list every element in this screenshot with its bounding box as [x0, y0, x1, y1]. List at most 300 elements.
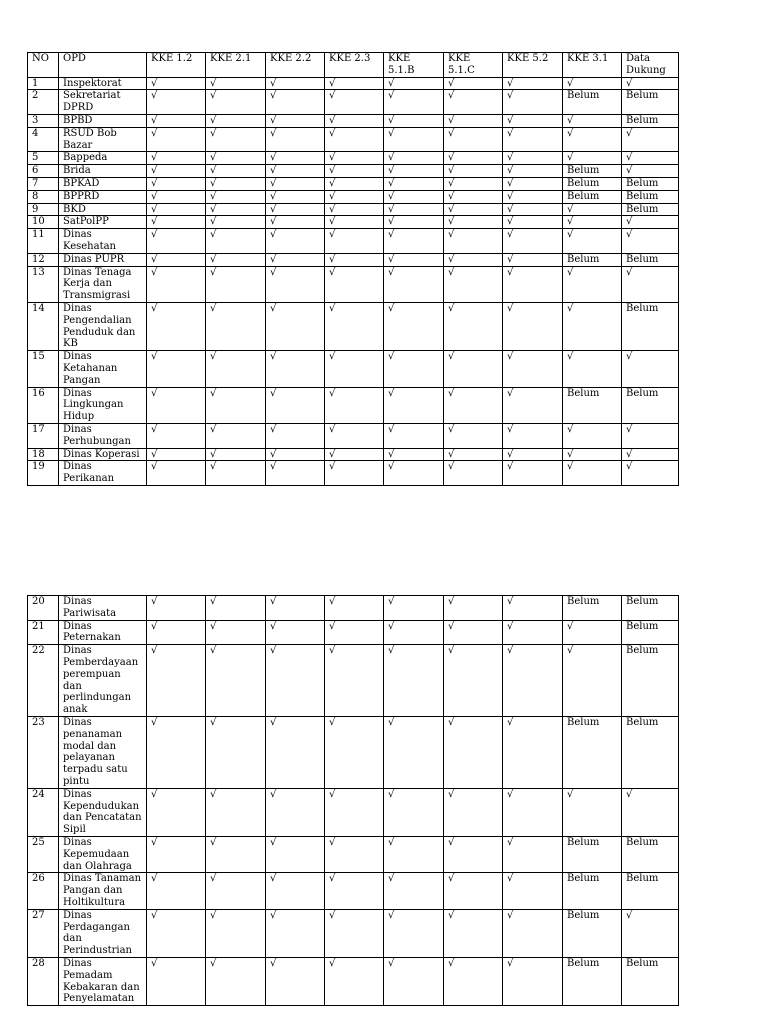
status-cell: Belum [622, 177, 679, 190]
status-cell: Belum [563, 957, 622, 1005]
opd-name-cell: Brida [59, 165, 147, 178]
status-cell: √ [206, 152, 266, 165]
status-cell: √ [206, 423, 266, 448]
status-cell: √ [563, 203, 622, 216]
status-cell: √ [206, 351, 266, 387]
status-cell: √ [503, 190, 563, 203]
status-cell: √ [384, 302, 444, 350]
status-cell: √ [622, 788, 679, 836]
row-number-cell: 16 [28, 387, 59, 423]
status-cell: √ [266, 90, 325, 115]
table-row [28, 177, 679, 190]
row-number-cell: 3 [28, 114, 59, 127]
status-cell: √ [266, 909, 325, 957]
status-cell: √ [325, 77, 384, 90]
opd-table-part1 [27, 52, 679, 486]
row-number-cell: 26 [28, 873, 59, 909]
status-cell: √ [325, 302, 384, 350]
table-row [28, 716, 679, 788]
status-cell: √ [266, 461, 325, 486]
status-cell: √ [384, 461, 444, 486]
status-cell: √ [503, 77, 563, 90]
table-row [28, 620, 679, 645]
column-header: KKE 5.2 [503, 53, 563, 78]
opd-name-cell: Dinas Kependudukan dan Pencatatan Sipil [59, 788, 147, 836]
status-cell: √ [206, 836, 266, 872]
status-cell: √ [444, 909, 503, 957]
status-cell: √ [503, 302, 563, 350]
status-cell: √ [206, 596, 266, 621]
status-cell: √ [266, 836, 325, 872]
table-row [28, 302, 679, 350]
status-cell: √ [206, 127, 266, 152]
status-cell: √ [384, 177, 444, 190]
status-cell: √ [384, 203, 444, 216]
status-cell: √ [266, 114, 325, 127]
status-cell: √ [147, 387, 206, 423]
status-cell: √ [384, 836, 444, 872]
status-cell: √ [384, 190, 444, 203]
status-cell: √ [444, 620, 503, 645]
status-cell: √ [444, 836, 503, 872]
row-number-cell: 4 [28, 127, 59, 152]
status-cell: √ [325, 114, 384, 127]
table-row [28, 203, 679, 216]
row-number-cell: 22 [28, 645, 59, 717]
opd-name-cell: Dinas Perhubungan [59, 423, 147, 448]
status-cell: √ [206, 448, 266, 461]
status-cell: √ [206, 788, 266, 836]
status-cell: √ [563, 152, 622, 165]
row-number-cell: 7 [28, 177, 59, 190]
status-cell: √ [206, 229, 266, 254]
status-cell: √ [503, 351, 563, 387]
status-cell: √ [266, 788, 325, 836]
status-cell: √ [384, 216, 444, 229]
status-cell: √ [563, 216, 622, 229]
column-header: OPD [59, 53, 147, 78]
table-row [28, 77, 679, 90]
status-cell: √ [384, 596, 444, 621]
status-cell: Belum [622, 645, 679, 717]
table-row [28, 152, 679, 165]
opd-name-cell: BPKAD [59, 177, 147, 190]
status-cell: √ [622, 909, 679, 957]
row-number-cell: 13 [28, 266, 59, 302]
opd-name-cell: Dinas Koperasi [59, 448, 147, 461]
table-row [28, 229, 679, 254]
column-header: Data Dukung [622, 53, 679, 78]
opd-name-cell: BPPRD [59, 190, 147, 203]
status-cell: √ [325, 127, 384, 152]
status-cell: Belum [563, 873, 622, 909]
opd-name-cell: Dinas penanaman modal dan pelayanan terpadu satu pintu [59, 716, 147, 788]
status-cell: √ [444, 448, 503, 461]
status-cell: √ [503, 165, 563, 178]
status-cell: √ [384, 90, 444, 115]
status-cell: √ [325, 216, 384, 229]
row-number-cell: 14 [28, 302, 59, 350]
status-cell: √ [325, 387, 384, 423]
opd-name-cell: Dinas Pariwisata [59, 596, 147, 621]
status-cell: √ [503, 596, 563, 621]
status-cell: √ [147, 957, 206, 1005]
status-cell: Belum [622, 114, 679, 127]
table-body [28, 77, 679, 485]
table-row [28, 788, 679, 836]
status-cell: √ [325, 165, 384, 178]
status-cell: √ [206, 387, 266, 423]
column-header: KKE 3.1 [563, 53, 622, 78]
status-cell: √ [444, 957, 503, 1005]
status-cell: √ [266, 448, 325, 461]
status-cell: √ [147, 302, 206, 350]
status-cell: √ [325, 152, 384, 165]
status-cell: √ [266, 152, 325, 165]
status-cell: √ [503, 788, 563, 836]
status-cell: √ [325, 190, 384, 203]
status-cell: √ [384, 448, 444, 461]
status-cell: √ [384, 423, 444, 448]
column-header: KKE 2.3 [325, 53, 384, 78]
status-cell: Belum [622, 253, 679, 266]
table-body [28, 596, 679, 1006]
status-cell: √ [503, 620, 563, 645]
table-row [28, 253, 679, 266]
status-cell: √ [503, 909, 563, 957]
status-cell: √ [266, 253, 325, 266]
status-cell: √ [503, 90, 563, 115]
status-cell: √ [266, 229, 325, 254]
row-number-cell: 20 [28, 596, 59, 621]
opd-name-cell: Sekretariat DPRD [59, 90, 147, 115]
status-cell: √ [384, 387, 444, 423]
status-cell: √ [147, 266, 206, 302]
status-cell: √ [206, 620, 266, 645]
table-row [28, 216, 679, 229]
row-number-cell: 9 [28, 203, 59, 216]
table-row [28, 461, 679, 486]
row-number-cell: 8 [28, 190, 59, 203]
opd-name-cell: Dinas Peternakan [59, 620, 147, 645]
status-cell: √ [206, 645, 266, 717]
table-row [28, 423, 679, 448]
status-cell: √ [563, 127, 622, 152]
table-row [28, 596, 679, 621]
status-cell: √ [384, 266, 444, 302]
status-cell: √ [206, 461, 266, 486]
opd-name-cell: SatPolPP [59, 216, 147, 229]
table-header-row [28, 53, 679, 78]
status-cell: √ [384, 716, 444, 788]
opd-name-cell: Dinas Perdagangan dan Perindustrian [59, 909, 147, 957]
status-cell: √ [325, 461, 384, 486]
status-cell: √ [147, 788, 206, 836]
row-number-cell: 1 [28, 77, 59, 90]
opd-name-cell: Dinas Ketahanan Pangan [59, 351, 147, 387]
status-cell: √ [563, 114, 622, 127]
row-number-cell: 24 [28, 788, 59, 836]
status-cell: √ [325, 645, 384, 717]
status-cell: √ [503, 716, 563, 788]
status-cell: √ [444, 114, 503, 127]
status-cell: √ [563, 302, 622, 350]
status-cell: √ [325, 423, 384, 448]
opd-name-cell: Dinas Kesehatan [59, 229, 147, 254]
status-cell: √ [503, 216, 563, 229]
status-cell: √ [206, 165, 266, 178]
status-cell: √ [147, 229, 206, 254]
status-cell: √ [147, 909, 206, 957]
status-cell: √ [266, 387, 325, 423]
status-cell: √ [266, 351, 325, 387]
status-cell: √ [503, 266, 563, 302]
status-cell: √ [266, 873, 325, 909]
status-cell: √ [325, 873, 384, 909]
status-cell: √ [325, 351, 384, 387]
status-cell: √ [206, 90, 266, 115]
status-cell: Belum [563, 716, 622, 788]
status-cell: √ [622, 448, 679, 461]
opd-name-cell: RSUD Bob Bazar [59, 127, 147, 152]
status-cell: √ [563, 448, 622, 461]
status-cell: √ [384, 873, 444, 909]
status-cell: √ [147, 90, 206, 115]
status-cell: √ [444, 596, 503, 621]
status-cell: √ [266, 596, 325, 621]
row-number-cell: 15 [28, 351, 59, 387]
status-cell: √ [147, 596, 206, 621]
status-cell: √ [622, 152, 679, 165]
status-cell: √ [325, 177, 384, 190]
status-cell: √ [563, 620, 622, 645]
table-row [28, 387, 679, 423]
status-cell: √ [147, 716, 206, 788]
status-cell: √ [266, 177, 325, 190]
status-cell: √ [563, 788, 622, 836]
status-cell: √ [384, 229, 444, 254]
status-cell: Belum [563, 190, 622, 203]
status-cell: √ [325, 716, 384, 788]
table-row [28, 165, 679, 178]
status-cell: √ [147, 114, 206, 127]
status-cell: √ [563, 77, 622, 90]
status-cell: Belum [563, 836, 622, 872]
status-cell: √ [325, 836, 384, 872]
status-cell: √ [444, 165, 503, 178]
opd-name-cell: Dinas Lingkungan Hidup [59, 387, 147, 423]
status-cell: √ [266, 957, 325, 1005]
status-cell: √ [563, 423, 622, 448]
status-cell: √ [384, 620, 444, 645]
status-cell: √ [503, 423, 563, 448]
status-cell: √ [444, 203, 503, 216]
status-cell: √ [444, 229, 503, 254]
status-cell: √ [206, 190, 266, 203]
status-cell: √ [325, 266, 384, 302]
status-cell: √ [147, 423, 206, 448]
status-cell: √ [325, 957, 384, 1005]
status-cell: √ [444, 152, 503, 165]
status-cell: √ [503, 177, 563, 190]
status-cell: √ [266, 302, 325, 350]
status-cell: √ [503, 203, 563, 216]
status-cell: √ [444, 387, 503, 423]
status-cell: √ [622, 461, 679, 486]
status-cell: √ [147, 190, 206, 203]
status-cell: √ [206, 957, 266, 1005]
status-cell: √ [622, 216, 679, 229]
status-cell: √ [147, 836, 206, 872]
status-cell: √ [266, 216, 325, 229]
status-cell: √ [503, 645, 563, 717]
status-cell: √ [444, 716, 503, 788]
status-cell: Belum [563, 165, 622, 178]
status-cell: √ [503, 387, 563, 423]
status-cell: √ [444, 216, 503, 229]
status-cell: √ [503, 114, 563, 127]
status-cell: √ [206, 77, 266, 90]
status-cell: Belum [622, 620, 679, 645]
status-cell: √ [325, 620, 384, 645]
opd-name-cell: Dinas Kepemudaan dan Olahraga [59, 836, 147, 872]
row-number-cell: 25 [28, 836, 59, 872]
status-cell: √ [384, 253, 444, 266]
status-cell: √ [503, 152, 563, 165]
status-cell: √ [147, 873, 206, 909]
opd-name-cell: Inspektorat [59, 77, 147, 90]
table-row [28, 836, 679, 872]
row-number-cell: 2 [28, 90, 59, 115]
status-cell: √ [206, 266, 266, 302]
status-cell: √ [384, 152, 444, 165]
opd-name-cell: Dinas Tenaga Kerja dan Transmigrasi [59, 266, 147, 302]
status-cell: √ [622, 165, 679, 178]
status-cell: √ [622, 351, 679, 387]
table-row [28, 957, 679, 1005]
status-cell: √ [622, 229, 679, 254]
status-cell: Belum [563, 253, 622, 266]
status-cell: √ [384, 788, 444, 836]
status-cell: √ [325, 203, 384, 216]
opd-name-cell: BPBD [59, 114, 147, 127]
status-cell: √ [563, 351, 622, 387]
status-cell: √ [147, 461, 206, 486]
status-cell: √ [384, 127, 444, 152]
row-number-cell: 17 [28, 423, 59, 448]
opd-name-cell: BKD [59, 203, 147, 216]
status-cell: √ [266, 203, 325, 216]
status-cell: Belum [563, 90, 622, 115]
status-cell: √ [563, 461, 622, 486]
status-cell: √ [503, 461, 563, 486]
table-row [28, 873, 679, 909]
status-cell: √ [622, 127, 679, 152]
status-cell: Belum [622, 90, 679, 115]
status-cell: √ [206, 253, 266, 266]
table-row [28, 351, 679, 387]
status-cell: √ [503, 836, 563, 872]
status-cell: √ [147, 177, 206, 190]
row-number-cell: 27 [28, 909, 59, 957]
status-cell: √ [206, 909, 266, 957]
row-number-cell: 12 [28, 253, 59, 266]
status-cell: Belum [622, 957, 679, 1005]
status-cell: √ [147, 165, 206, 178]
status-cell: √ [325, 229, 384, 254]
status-cell: √ [622, 77, 679, 90]
status-cell: Belum [622, 836, 679, 872]
status-cell: √ [206, 302, 266, 350]
status-cell: √ [266, 165, 325, 178]
status-cell: √ [503, 957, 563, 1005]
status-cell: √ [266, 77, 325, 90]
row-number-cell: 19 [28, 461, 59, 486]
table-row [28, 190, 679, 203]
row-number-cell: 18 [28, 448, 59, 461]
status-cell: √ [206, 716, 266, 788]
status-cell: √ [622, 266, 679, 302]
row-number-cell: 28 [28, 957, 59, 1005]
status-cell: √ [444, 461, 503, 486]
status-cell: √ [444, 253, 503, 266]
status-cell: Belum [622, 387, 679, 423]
column-header: KKE 2.1 [206, 53, 266, 78]
table-row [28, 90, 679, 115]
column-header: NO [28, 53, 59, 78]
status-cell: Belum [563, 909, 622, 957]
status-cell: √ [266, 645, 325, 717]
opd-table-part2 [27, 595, 679, 1006]
status-cell: √ [444, 873, 503, 909]
column-header: KKE 1.2 [147, 53, 206, 78]
status-cell: √ [563, 266, 622, 302]
status-cell: √ [503, 253, 563, 266]
status-cell: √ [444, 266, 503, 302]
status-cell: √ [266, 266, 325, 302]
status-cell: √ [325, 596, 384, 621]
status-cell: √ [444, 90, 503, 115]
row-number-cell: 5 [28, 152, 59, 165]
status-cell: √ [444, 351, 503, 387]
table-row [28, 645, 679, 717]
status-cell: √ [384, 165, 444, 178]
status-cell: √ [325, 909, 384, 957]
status-cell: √ [503, 448, 563, 461]
status-cell: √ [384, 351, 444, 387]
table-row [28, 448, 679, 461]
status-cell: √ [563, 645, 622, 717]
status-cell: √ [384, 645, 444, 717]
status-cell: √ [444, 77, 503, 90]
status-cell: √ [147, 216, 206, 229]
row-number-cell: 21 [28, 620, 59, 645]
opd-name-cell: Dinas Pemadam Kebakaran dan Penyelamatan [59, 957, 147, 1005]
status-cell: √ [444, 302, 503, 350]
opd-name-cell: Dinas Perikanan [59, 461, 147, 486]
status-cell: √ [444, 788, 503, 836]
status-cell: √ [444, 177, 503, 190]
row-number-cell: 23 [28, 716, 59, 788]
status-cell: √ [147, 620, 206, 645]
status-cell: Belum [622, 873, 679, 909]
table-row [28, 266, 679, 302]
status-cell: √ [206, 216, 266, 229]
table-row [28, 909, 679, 957]
status-cell: √ [325, 253, 384, 266]
status-cell: √ [147, 77, 206, 90]
status-cell: √ [206, 203, 266, 216]
